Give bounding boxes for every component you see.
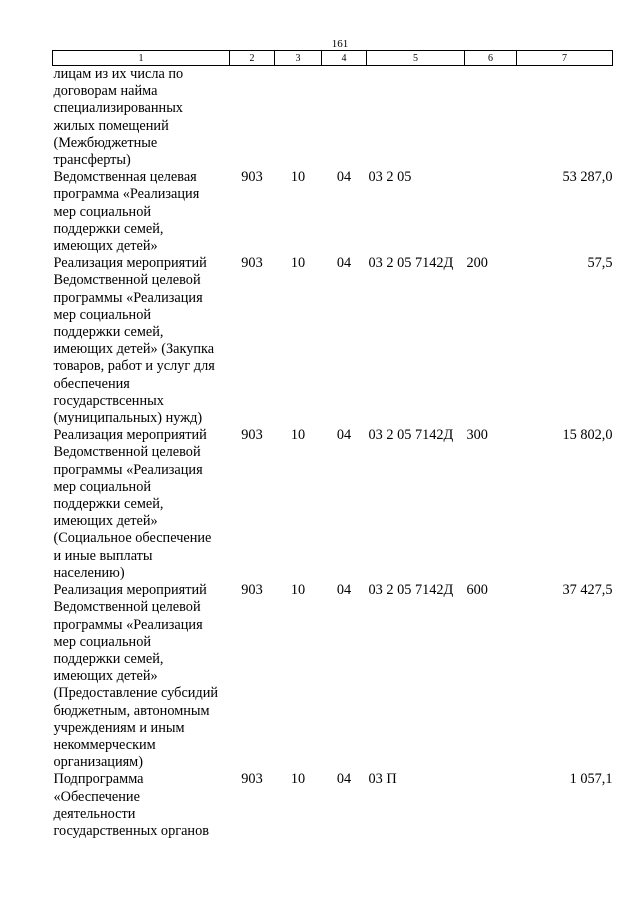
item-name-line: товаров, работ и услуг для [53, 358, 215, 375]
item-name-line: государствсенных [53, 392, 164, 409]
item-name-line: мер социальной [53, 203, 151, 220]
target-article-code: 03 2 05 7142Д [368, 427, 454, 444]
budget-table [52, 50, 613, 840]
amount-value: 37 427,5 [562, 582, 613, 599]
item-name-line: имеющих детей» [53, 513, 158, 530]
item-name-line: (муниципальных) нужд) [53, 410, 203, 427]
subsection-code: 04 [336, 427, 352, 444]
expense-type-code [465, 66, 517, 170]
amount-value [517, 66, 613, 170]
amount-value: 57,5 [587, 255, 613, 272]
header-row [53, 51, 613, 66]
header-col-4: 4 [322, 51, 367, 66]
item-name-line: государственных органов [53, 822, 209, 839]
item-name [53, 427, 230, 582]
expense-type-code: 200 [466, 255, 488, 272]
item-name-line: поддержки семей, [53, 650, 164, 667]
table-row [53, 582, 613, 771]
header-col-2: 2 [230, 51, 275, 66]
table-row [53, 771, 613, 840]
item-name-line: Ведомственная целевая [53, 169, 197, 186]
subsection-code: 04 [336, 255, 352, 272]
target-article-code: 03 2 05 7142Д [368, 255, 454, 272]
item-name-line: Ведомственной целевой [53, 272, 201, 289]
item-name-line: Реализация мероприятий [53, 582, 207, 599]
item-name-line: (Предоставление субсидий [53, 685, 219, 702]
ministry-code: 903 [241, 255, 263, 272]
ministry-code: 903 [241, 582, 263, 599]
section-code: 10 [290, 582, 306, 599]
header-col-7: 7 [517, 51, 613, 66]
target-article-code: 03 2 05 [368, 169, 412, 186]
table-row [53, 66, 613, 170]
expense-type-code [465, 771, 517, 840]
item-name-line: Подпрограмма [53, 771, 144, 788]
item-name-line: «Обеспечение [53, 788, 140, 805]
section-code: 10 [290, 427, 306, 444]
item-name-line: учреждениям и иным [53, 719, 185, 736]
item-name-line: поддержки семей, [53, 496, 164, 513]
item-name-line: Ведомственной целевой [53, 599, 201, 616]
amount-value: 53 287,0 [562, 169, 613, 186]
table-row [53, 169, 613, 255]
table-row [53, 427, 613, 582]
table-body [53, 66, 613, 841]
ministry-code: 903 [241, 169, 263, 186]
item-name-line: имеющих детей» [53, 668, 158, 685]
item-name-line: договорам найма [53, 83, 158, 100]
item-name [53, 255, 230, 427]
item-name-line: (Социальное обеспечение [53, 530, 212, 547]
item-name-line: программы «Реализация [53, 616, 203, 633]
item-name-line: Реализация мероприятий [53, 255, 207, 272]
item-name-line: обеспечения [53, 375, 130, 392]
item-name-line: мер социальной [53, 306, 151, 323]
item-name [53, 66, 230, 170]
item-name-line: лицам из их числа по [53, 66, 184, 82]
item-name-line: некоммерческим [53, 736, 156, 753]
item-name-line: Ведомственной целевой [53, 444, 201, 461]
item-name [53, 771, 230, 840]
item-name-line: имеющих детей» (Закупка [53, 341, 215, 358]
ministry-code: 903 [241, 771, 263, 788]
subsection-code: 04 [336, 582, 352, 599]
item-name-line: населению) [53, 564, 125, 581]
item-name-line: программа «Реализация [53, 186, 200, 203]
item-name-line: (Межбюджетные [53, 134, 158, 151]
subsection-code: 04 [336, 771, 352, 788]
section-code: 10 [290, 169, 306, 186]
item-name-line: поддержки семей, [53, 220, 164, 237]
item-name [53, 169, 230, 255]
item-name-line: имеющих детей» [53, 238, 158, 255]
amount-value: 15 802,0 [562, 427, 613, 444]
item-name-line: организациям) [53, 754, 143, 771]
item-name-line: Реализация мероприятий [53, 427, 207, 444]
target-article-code: 03 П [368, 771, 397, 788]
target-article-code: 03 2 05 7142Д [368, 582, 454, 599]
section-code: 10 [290, 771, 306, 788]
item-name-line: поддержки семей, [53, 324, 164, 341]
section-code: 10 [290, 255, 306, 272]
item-name-line: деятельности [53, 805, 136, 822]
expense-type-code: 600 [466, 582, 488, 599]
section-code [275, 66, 322, 170]
item-name-line: и иные выплаты [53, 547, 153, 564]
expense-type-code [465, 169, 517, 255]
header-col-1: 1 [53, 51, 230, 66]
target-article-code [367, 66, 465, 170]
expense-type-code: 300 [466, 427, 488, 444]
page-number: 161 [331, 38, 349, 50]
item-name-line: мер социальной [53, 633, 151, 650]
item-name-line: специализированных [53, 100, 183, 117]
item-name-line: трансферты) [53, 152, 131, 169]
header-col-5: 5 [367, 51, 465, 66]
amount-value: 1 057,1 [569, 771, 613, 788]
subsection-code: 04 [336, 169, 352, 186]
item-name-line: программы «Реализация [53, 461, 203, 478]
item-name [53, 582, 230, 771]
item-name-line: программы «Реализация [53, 289, 203, 306]
header-col-3: 3 [275, 51, 322, 66]
item-name-line: жилых помещений [53, 117, 169, 134]
item-name-line: мер социальной [53, 478, 151, 495]
subsection-code [322, 66, 367, 170]
header-col-6: 6 [465, 51, 517, 66]
table-row [53, 255, 613, 427]
ministry-code: 903 [241, 427, 263, 444]
ministry-code [230, 66, 275, 170]
item-name-line: бюджетным, автономным [53, 702, 210, 719]
